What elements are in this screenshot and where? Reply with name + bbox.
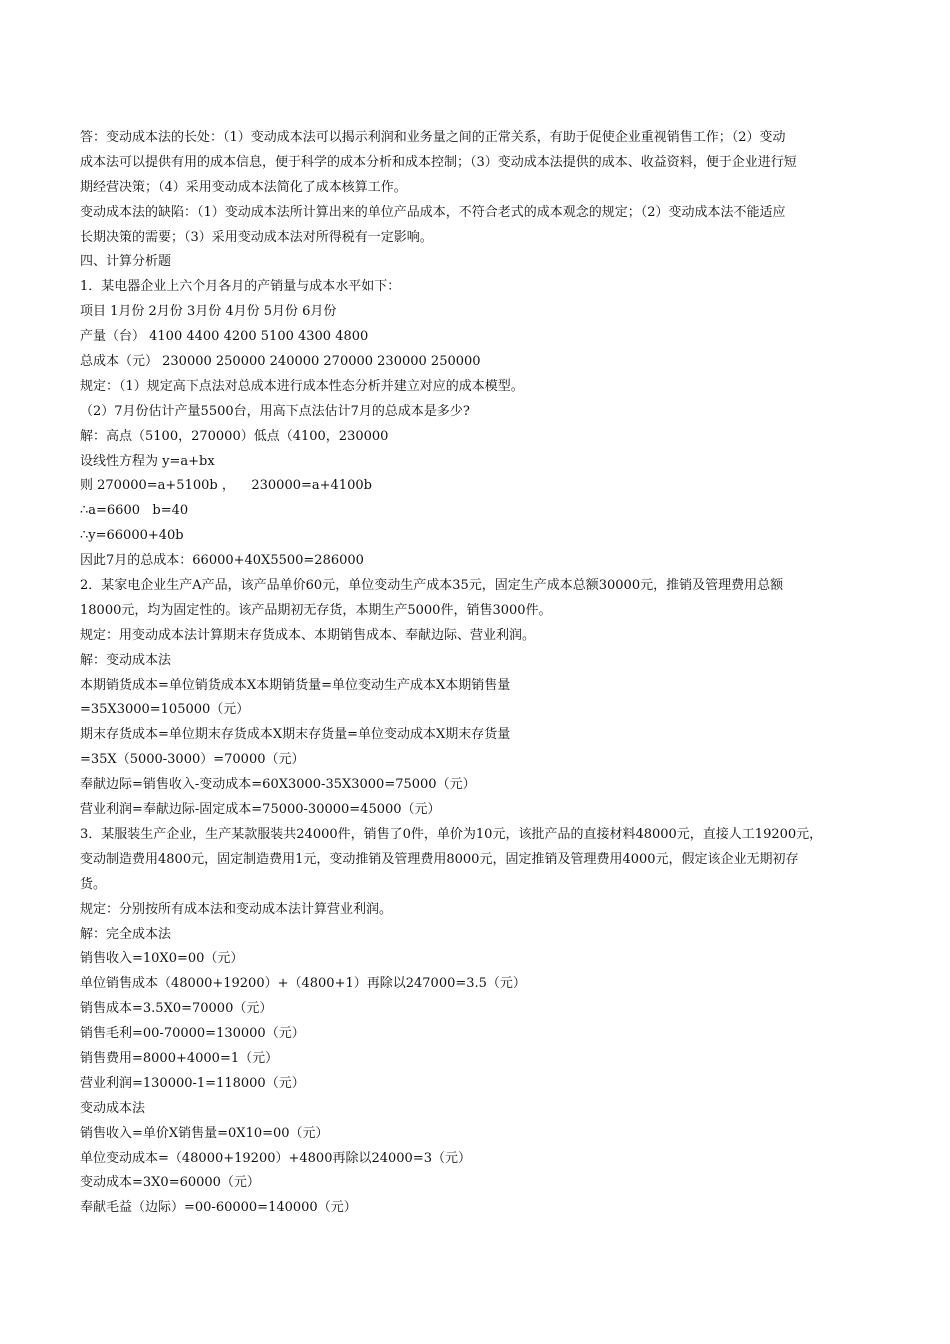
question-3-text-3: 货。 [80, 876, 107, 892]
solution-2-line-4: 期末存货成本=单位期末存货成本X期末存货量=单位变动成本X期末存货量 [80, 727, 511, 743]
solution-2-line-5: =35X（5000-3000）=70000（元） [80, 752, 305, 768]
solution-3-line-1: 解：完全成本法 [80, 926, 172, 942]
solution-2-line-6: 奉献边际=销售收入-变动成本=60X3000-35X3000=75000（元） [80, 777, 476, 793]
solution-1-line-4: ∴a=6600 b=40 [80, 503, 189, 519]
answer-disadvantages-line-2: 长期决策的需要；（3）采用变动成本法对所得税有一定影响。 [80, 229, 433, 245]
solution-3-line-3: 单位销售成本（48000+19200）+（4800+1）再除以247000=3.5（元） [80, 976, 526, 992]
solution-3-line-5: 销售毛利=00-70000=130000（元） [80, 1026, 305, 1042]
solution-3-line-8: 变动成本法 [80, 1100, 146, 1116]
solution-1-line-1: 解：高点（5100，270000）低点（4100，230000 [80, 428, 389, 444]
question-2-text-2: 18000元，均为固定性的。该产品期初无存货，本期生产5000件，销售3000件。 [80, 602, 552, 618]
question-1-requirement-1: 规定：（1）规定高下点法对总成本进行成本性态分析并建立对应的成本模型。 [80, 378, 524, 394]
question-2-text-1: 2．某家电企业生产A产品，该产品单价60元，单位变动生产成本35元，固定生产成本总额30000元，推销及管理费用总额 [80, 578, 784, 594]
solution-3-line-10: 单位变动成本=（48000+19200）+4800再除以24000=3（元） [80, 1150, 471, 1166]
section-heading: 四、计算分析题 [80, 254, 172, 270]
answer-advantages-line-3: 期经营决策；（4）采用变动成本法简化了成本核算工作。 [80, 179, 407, 195]
solution-3-line-7: 营业利润=130000-1=118000（元） [80, 1075, 305, 1091]
question-2-requirement: 规定：用变动成本法计算期末存货成本、本期销售成本、奉献边际、营业利润。 [80, 627, 536, 643]
solution-3-line-2: 销售收入=10X0=00（元） [80, 951, 244, 967]
solution-1-line-6: 因此7月的总成本：66000+40X5500=286000 [80, 553, 364, 569]
question-1-table-output: 产量（台） 4100 4400 4200 5100 4300 4800 [80, 329, 369, 345]
solution-3-line-6: 销售费用=8000+4000=1（元） [80, 1050, 279, 1066]
question-1-table-cost: 总成本（元） 230000 250000 240000 270000 230000 250000 [80, 354, 481, 370]
solution-3-line-4: 销售成本=3.5X0=70000（元） [80, 1001, 273, 1017]
solution-3-line-9: 销售收入=单价X销售量=0X10=00（元） [80, 1125, 329, 1141]
question-3-text-1: 3．某服装生产企业，生产某款服装共24000件，销售了0件，单价为10元，该批产品的直接材料48000元，直接人工19200元， [80, 826, 823, 842]
solution-2-line-1: 解：变动成本法 [80, 652, 172, 668]
question-1-text: 1．某电器企业上六个月各月的产销量与成本水平如下： [80, 279, 401, 295]
answer-advantages-line-1: 答：变动成本法的长处：（1）变动成本法可以揭示利润和业务量之间的正常关系，有助于促使企业重视销售工作；（2）变动 [80, 130, 786, 145]
solution-2-line-2: 本期销货成本=单位销货成本X本期销货量=单位变动生产成本X本期销售量 [80, 677, 511, 693]
solution-1-line-5: ∴y=66000+40b [80, 528, 184, 544]
question-3-requirement: 规定：分别按所有成本法和变动成本法计算营业利润。 [80, 901, 393, 917]
solution-3-line-12: 奉献毛益（边际）=00-60000=140000（元） [80, 1200, 357, 1216]
solution-1-line-3: 则 270000=a+5100b ， 230000=a+4100b [80, 478, 372, 494]
question-1-requirement-2: （2）7月份估计产量5500台，用高下点法估计7月的总成本是多少? [80, 403, 470, 419]
answer-advantages-line-2: 成本法可以提供有用的成本信息，便于科学的成本分析和成本控制；（3）变动成本法提供的成本、收益资料，便于企业进行短 [80, 154, 797, 170]
document-body [80, 126, 895, 1221]
solution-1-line-2: 设线性方程为 y=a+bx [80, 453, 215, 469]
solution-3-line-11: 变动成本=3X0=60000（元） [80, 1175, 260, 1191]
question-1-table-header: 项目 1月份 2月份 3月份 4月份 5月份 6月份 [80, 304, 337, 320]
solution-2-line-7: 营业利润=奉献边际-固定成本=75000-30000=45000（元） [80, 802, 441, 818]
solution-2-line-3: =35X3000=105000（元） [80, 702, 250, 718]
answer-disadvantages-line-1: 变动成本法的缺陷：（1）变动成本法所计算出来的单位产品成本，不符合老式的成本观念的规定；（2）变动成本法不能适应 [80, 204, 786, 220]
question-3-text-2: 变动制造费用4800元，固定制造费用1元，变动推销及管理费用8000元，固定推销及管理费用4000元，假定该企业无期初存 [80, 851, 799, 867]
